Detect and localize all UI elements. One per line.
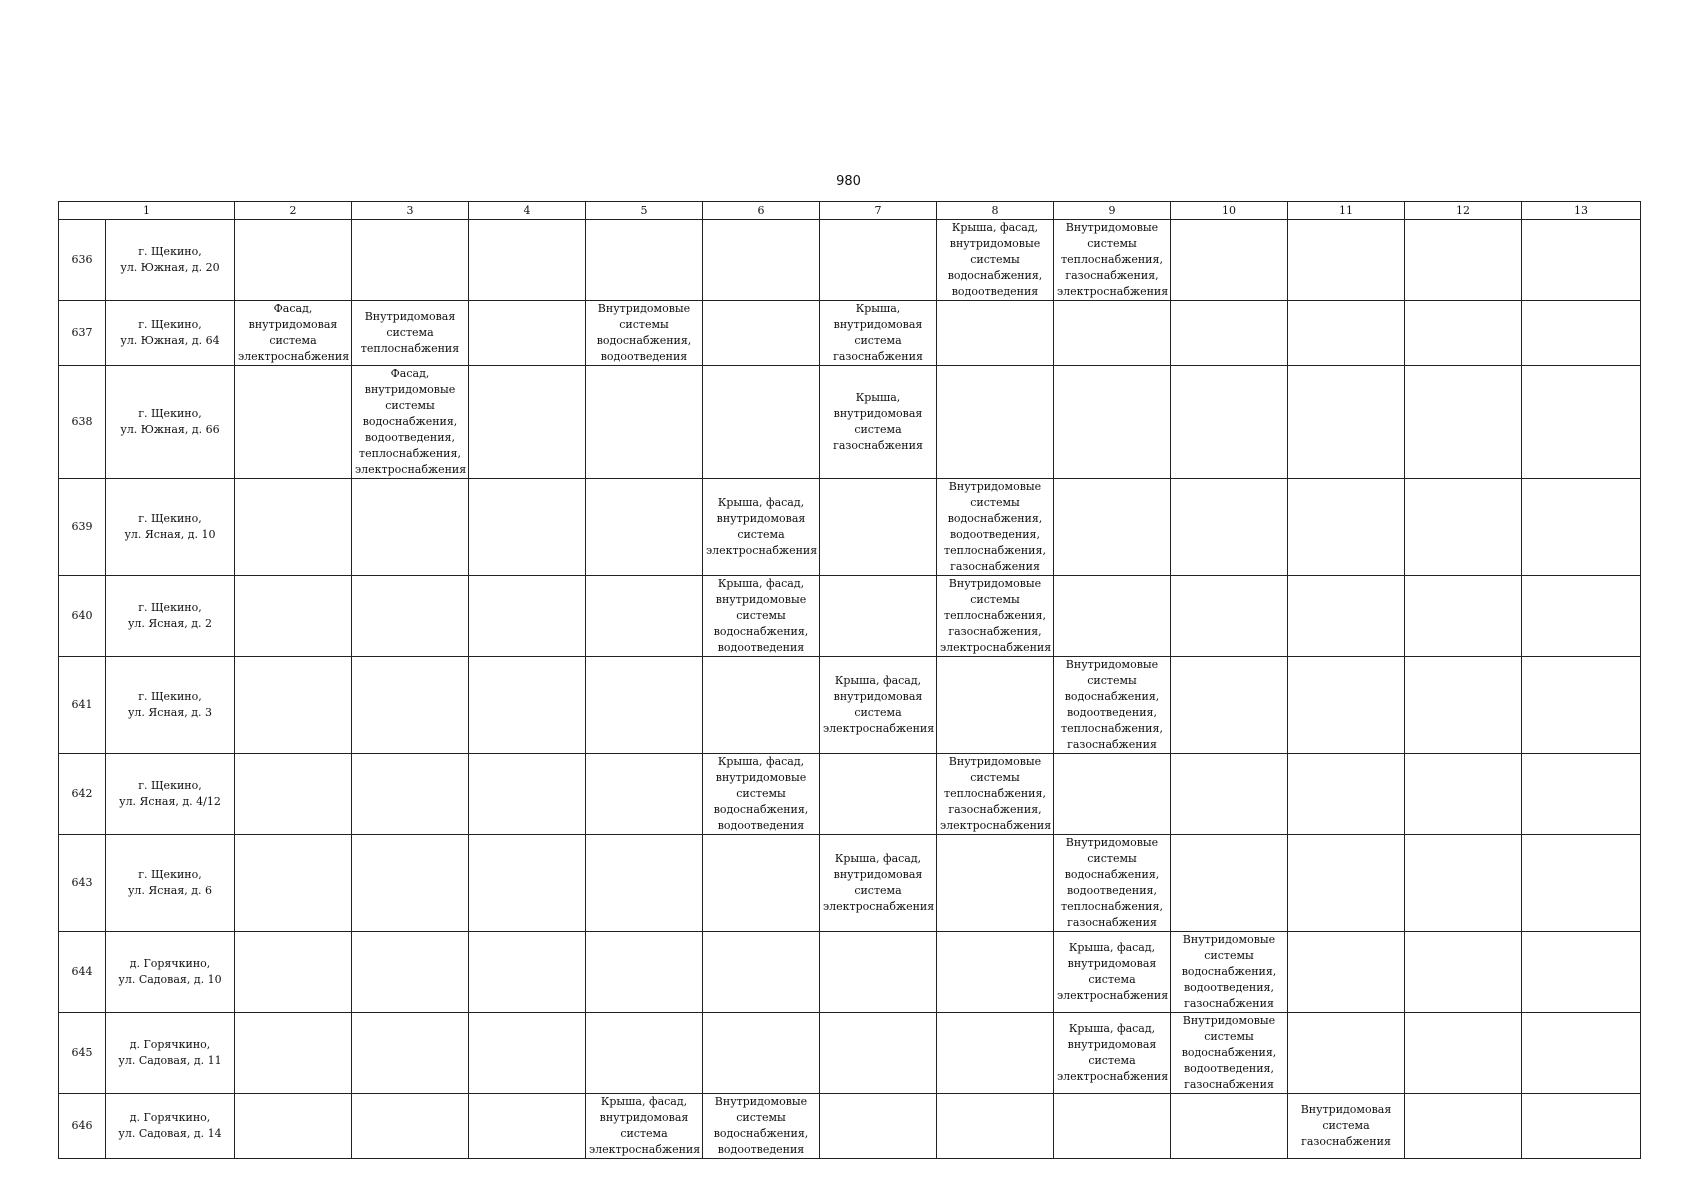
work-cell: Крыша, внутридомовая система газоснабжения [820,366,937,479]
work-cell [820,479,937,576]
work-cell [1522,220,1641,301]
work-cell [703,301,820,366]
work-cell [352,835,469,932]
work-cell [235,366,352,479]
work-cell [1405,301,1522,366]
work-cell [1171,301,1288,366]
work-cell [1171,835,1288,932]
work-cell: Внутридомовая система теплоснабжения [352,301,469,366]
column-header: 4 [469,202,586,220]
work-cell [937,1013,1054,1094]
work-cell [235,932,352,1013]
row-number: 645 [59,1013,106,1094]
work-cell [469,835,586,932]
work-cell [703,932,820,1013]
address-cell: д. Горячкино, ул. Садовая, д. 10 [106,932,235,1013]
work-cell [820,1094,937,1159]
column-header: 10 [1171,202,1288,220]
column-header: 9 [1054,202,1171,220]
work-cell [1522,301,1641,366]
table-row [59,754,1641,835]
work-cell [1405,754,1522,835]
work-cell [586,932,703,1013]
address-cell: г. Щекино, ул. Южная, д. 64 [106,301,235,366]
column-header: 2 [235,202,352,220]
column-header: 1 [59,202,235,220]
work-cell [1054,754,1171,835]
work-cell [820,932,937,1013]
work-cell [1288,1013,1405,1094]
work-cell: Внутридомовые системы водоснабжения, водоотведения, газоснабжения [1171,1013,1288,1094]
work-cell [235,479,352,576]
column-header: 13 [1522,202,1641,220]
table-row [59,301,1641,366]
address-cell: г. Щекино, ул. Ясная, д. 6 [106,835,235,932]
work-cell: Крыша, фасад, внутридомовая система электроснабжения [1054,932,1171,1013]
work-cell [937,1094,1054,1159]
work-cell [1054,576,1171,657]
work-cell [469,366,586,479]
work-cell [1405,1094,1522,1159]
work-cell [469,1094,586,1159]
row-number: 639 [59,479,106,576]
work-cell [1405,932,1522,1013]
table-row [59,835,1641,932]
work-cell [1288,835,1405,932]
work-cell [1171,479,1288,576]
work-cell [1405,1013,1522,1094]
work-cell [235,1094,352,1159]
work-cell [469,657,586,754]
work-cell [1405,220,1522,301]
work-cell [352,220,469,301]
row-number: 640 [59,576,106,657]
work-cell [469,754,586,835]
work-cell [235,1013,352,1094]
column-header: 3 [352,202,469,220]
work-cell [352,576,469,657]
work-cell: Внутридомовые системы водоснабжения, водоотведения [586,301,703,366]
column-header: 12 [1405,202,1522,220]
work-cell [937,366,1054,479]
work-cell [937,835,1054,932]
column-header: 7 [820,202,937,220]
work-cell [235,657,352,754]
work-cell: Внутридомовые системы теплоснабжения, газоснабжения, электроснабжения [937,754,1054,835]
work-cell [352,479,469,576]
work-cell [820,1013,937,1094]
repair-schedule-table [58,201,1641,1159]
work-cell: Фасад, внутридомовая система электроснабжения [235,301,352,366]
work-cell: Внутридомовые системы теплоснабжения, газоснабжения, электроснабжения [937,576,1054,657]
row-number: 644 [59,932,106,1013]
address-cell: д. Горячкино, ул. Садовая, д. 14 [106,1094,235,1159]
column-header: 6 [703,202,820,220]
work-cell [469,576,586,657]
work-cell [469,479,586,576]
work-cell [1171,576,1288,657]
work-cell [1405,835,1522,932]
work-cell: Крыша, внутридомовая система газоснабжения [820,301,937,366]
work-cell [703,657,820,754]
work-cell: Внутридомовые системы водоснабжения, водоотведения, газоснабжения [1171,932,1288,1013]
column-header: 5 [586,202,703,220]
work-cell [1288,657,1405,754]
work-cell [1288,366,1405,479]
work-cell [469,932,586,1013]
row-number: 643 [59,835,106,932]
work-cell [235,754,352,835]
work-cell [820,754,937,835]
page-number: 980 [836,174,861,189]
table-row [59,932,1641,1013]
work-cell [1522,657,1641,754]
work-cell [937,301,1054,366]
work-cell [1522,754,1641,835]
work-cell [703,835,820,932]
address-cell: г. Щекино, ул. Ясная, д. 10 [106,479,235,576]
work-cell: Внутридомовые системы водоснабжения, водоотведения, теплоснабжения, газоснабжения [937,479,1054,576]
work-cell: Крыша, фасад, внутридомовая система электроснабжения [1054,1013,1171,1094]
work-cell [1522,576,1641,657]
work-cell [1522,479,1641,576]
work-cell [1288,301,1405,366]
work-cell [235,576,352,657]
address-cell: г. Щекино, ул. Ясная, д. 3 [106,657,235,754]
work-cell: Крыша, фасад, внутридомовая система электроснабжения [703,479,820,576]
work-cell: Внутридомовая система газоснабжения [1288,1094,1405,1159]
work-cell [586,754,703,835]
column-header: 8 [937,202,1054,220]
work-cell [1522,835,1641,932]
row-number: 636 [59,220,106,301]
row-number: 637 [59,301,106,366]
work-cell [1171,1094,1288,1159]
work-cell [469,1013,586,1094]
table-row [59,1094,1641,1159]
table-row [59,576,1641,657]
work-cell [1522,366,1641,479]
work-cell [1405,657,1522,754]
work-cell [586,835,703,932]
work-cell [1405,576,1522,657]
work-cell [1054,366,1171,479]
work-cell [1171,220,1288,301]
work-cell [469,220,586,301]
work-cell [586,657,703,754]
work-cell [703,366,820,479]
work-cell: Крыша, фасад, внутридомовые системы водоснабжения, водоотведения [937,220,1054,301]
work-cell: Внутридомовые системы водоснабжения, водоотведения, теплоснабжения, газоснабжения [1054,835,1171,932]
address-cell: д. Горячкино, ул. Садовая, д. 11 [106,1013,235,1094]
work-cell [1171,754,1288,835]
work-cell [586,1013,703,1094]
work-cell [1288,754,1405,835]
work-cell [235,835,352,932]
table-row [59,366,1641,479]
table-row [59,220,1641,301]
address-cell: г. Щекино, ул. Южная, д. 20 [106,220,235,301]
work-cell: Крыша, фасад, внутридомовая система электроснабжения [820,657,937,754]
work-cell: Крыша, фасад, внутридомовая система электроснабжения [586,1094,703,1159]
work-cell [820,576,937,657]
work-cell [352,754,469,835]
work-cell [586,366,703,479]
work-cell: Внутридомовые системы водоснабжения, водоотведения [703,1094,820,1159]
work-cell [937,657,1054,754]
address-cell: г. Щекино, ул. Ясная, д. 2 [106,576,235,657]
work-cell [1522,932,1641,1013]
work-cell: Крыша, фасад, внутридомовая система электроснабжения [820,835,937,932]
row-number: 638 [59,366,106,479]
work-cell [1054,479,1171,576]
work-cell [1288,220,1405,301]
work-cell [352,932,469,1013]
work-cell [352,657,469,754]
work-cell [703,220,820,301]
work-cell [1522,1013,1641,1094]
work-cell [1405,366,1522,479]
work-cell [937,932,1054,1013]
column-header: 11 [1288,202,1405,220]
work-cell [1405,479,1522,576]
work-cell [703,1013,820,1094]
work-cell: Крыша, фасад, внутридомовые системы водоснабжения, водоотведения [703,754,820,835]
row-number: 642 [59,754,106,835]
work-cell: Внутридомовые системы теплоснабжения, газоснабжения, электроснабжения [1054,220,1171,301]
work-cell [352,1094,469,1159]
work-cell [586,479,703,576]
work-cell [235,220,352,301]
work-cell [1522,1094,1641,1159]
work-cell [1054,301,1171,366]
address-cell: г. Щекино, ул. Ясная, д. 4/12 [106,754,235,835]
row-number: 641 [59,657,106,754]
table-row [59,1013,1641,1094]
work-cell [469,301,586,366]
work-cell [820,220,937,301]
work-cell [1054,1094,1171,1159]
work-cell [1288,932,1405,1013]
work-cell: Крыша, фасад, внутридомовые системы водоснабжения, водоотведения [703,576,820,657]
work-cell [586,576,703,657]
work-cell [1171,366,1288,479]
work-cell: Внутридомовые системы водоснабжения, водоотведения, теплоснабжения, газоснабжения [1054,657,1171,754]
row-number: 646 [59,1094,106,1159]
work-cell [1171,657,1288,754]
header-row [59,202,1641,220]
work-cell [352,1013,469,1094]
work-cell [586,220,703,301]
address-cell: г. Щекино, ул. Южная, д. 66 [106,366,235,479]
work-cell [1288,576,1405,657]
work-cell: Фасад, внутридомовые системы водоснабжения, водоотведения, теплоснабжения, электроснабжения [352,366,469,479]
table-row [59,657,1641,754]
work-cell [1288,479,1405,576]
table-row [59,479,1641,576]
